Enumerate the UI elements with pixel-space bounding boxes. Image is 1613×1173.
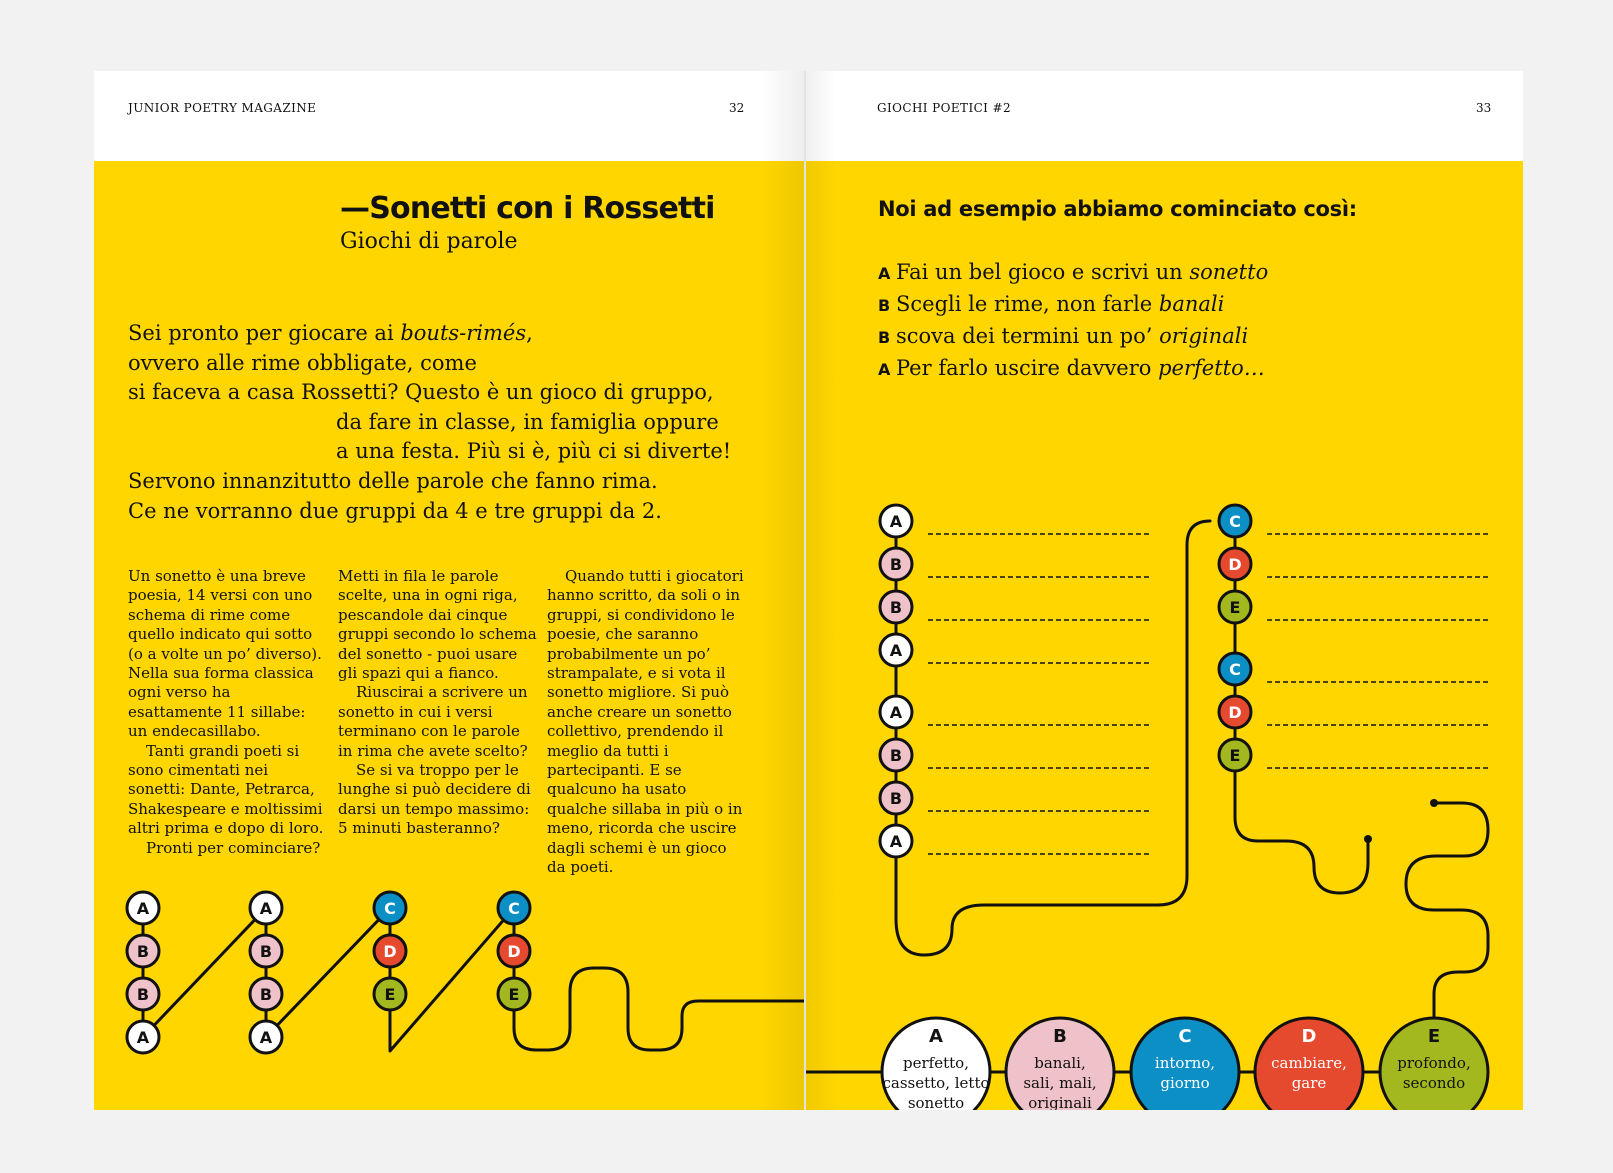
scheme-link	[266, 908, 390, 1037]
rhyme-node-letter: E	[508, 985, 520, 1004]
example-line: A Per farlo uscire davvero perfetto…	[878, 356, 1265, 380]
rhyme-node-letter: D	[383, 942, 397, 961]
rhyme-node-letter: B	[889, 555, 903, 574]
rhyme-node-letter: A	[259, 1028, 273, 1047]
rhyme-group-letter: A	[929, 1026, 943, 1047]
rhyme-node-letter: A	[889, 703, 903, 722]
rhyme-node-a	[880, 825, 912, 857]
rhyme-node-letter: A	[136, 899, 150, 918]
rhyme-node-a	[880, 505, 912, 537]
body-paragraph: Riuscirai a scrivere un sonetto in cui i versi terminano con le parole in rima che avete scelto?	[338, 683, 528, 760]
rhyme-group-words: cassetto, letto	[882, 1074, 990, 1092]
rhyme-node-d	[498, 935, 530, 967]
running-head-right: GIOCHI POETICI #2	[877, 101, 1012, 115]
rhyme-node-b	[127, 935, 159, 967]
rhyme-node-letter: B	[889, 789, 903, 808]
example-heading: Noi ad esempio abbiamo cominciato così:	[878, 197, 1357, 221]
rhyme-group-a	[882, 1018, 990, 1110]
rhyme-group-letter: B	[1053, 1026, 1067, 1047]
rhyme-node-a	[127, 892, 159, 924]
rhyme-group-letter: D	[1301, 1026, 1317, 1047]
rhyme-node-c	[498, 892, 530, 924]
lead-line: da fare in classe, in famiglia oppure	[336, 409, 719, 434]
rhyme-node-b	[127, 978, 159, 1010]
rhyme-node-letter: C	[1229, 660, 1241, 679]
rhyme-node-d	[374, 935, 406, 967]
rhyme-group-letter: E	[1427, 1026, 1441, 1047]
lead-line: a una festa. Più si è, più ci si diverte!	[336, 439, 732, 464]
rhyme-node-letter: B	[889, 746, 903, 765]
lead-line: si faceva a casa Rossetti? Questo è un gioco di gruppo,	[128, 380, 714, 405]
page-number-right: 33	[1476, 101, 1492, 115]
rhyme-node-letter: D	[1228, 555, 1242, 574]
rhyme-node-letter: A	[889, 641, 903, 660]
rhyme-group-words: giorno	[1160, 1074, 1210, 1092]
rhyme-group-words: originali	[1028, 1094, 1092, 1112]
rhyme-node-letter: A	[259, 899, 273, 918]
body-paragraph: Tanti grandi poeti si sono cimentati nei sonetti: Dante, Petrarca, Shakespeare e moltissimi altri prima e dopo di loro.	[128, 741, 324, 838]
sonnet-writing-diagram	[806, 71, 1523, 1110]
lead-line: Sei pronto per giocare ai bouts-rimés,	[128, 321, 533, 345]
rhyme-node-a	[250, 892, 282, 924]
lead-line: Ce ne vorranno due gruppi da 4 e tre gruppi da 2.	[128, 498, 662, 523]
article-title: —Sonetti con i Rossetti	[340, 191, 715, 226]
rhyme-group-d	[1255, 1018, 1363, 1110]
scheme-link	[390, 908, 514, 1051]
rhyme-group-words: profondo,	[1397, 1054, 1471, 1072]
rhyme-node-letter: C	[508, 899, 520, 918]
rhyme-node-a	[127, 1021, 159, 1053]
rhyme-node-e	[374, 978, 406, 1010]
rhyme-node-letter: E	[1229, 598, 1241, 617]
rhyme-node-a	[880, 696, 912, 728]
line-end-dot	[1364, 835, 1372, 843]
rhyme-node-e	[498, 978, 530, 1010]
body-paragraph: Se si va troppo per le lunghe si può decidere di darsi un tempo massimo: 5 minuti basteranno?	[338, 761, 531, 838]
rhyme-node-letter: B	[259, 985, 273, 1004]
example-line: A Fai un bel gioco e scrivi un sonetto	[878, 260, 1269, 284]
right-page	[806, 71, 1523, 1110]
rhyme-node-b	[880, 739, 912, 771]
rhyme-group-e	[1380, 1018, 1488, 1110]
left-page	[94, 71, 804, 1110]
lead-line: Servono innanzitutto delle parole che fanno rima.	[128, 468, 658, 493]
rhyme-node-letter: A	[889, 512, 903, 531]
scheme-wave	[514, 968, 804, 1050]
example-line: B scova dei termini un po’ originali	[878, 324, 1249, 348]
rhyme-node-c	[374, 892, 406, 924]
rhyme-node-letter: A	[889, 832, 903, 851]
body-paragraph: Quando tutti i giocatori hanno scritto, da soli o in gruppi, si condividono le poesie, che saranno probabilmente un po’ strampalate, e si vota il sonetto migliore. Si può anche creare un sonetto collettivo, prendendo il meglio da tutti i partecipanti. E se qualcuno ha usato qualche sillaba in più o in meno, ricorda che uscire dagli schemi è un gioco da poeti.	[547, 567, 744, 877]
rhyme-node-b	[880, 591, 912, 623]
decorative-curl	[1406, 803, 1488, 1018]
rhyme-node-letter: B	[136, 942, 150, 961]
rhyme-node-letter: D	[1228, 703, 1242, 722]
lead-line: ovvero alle rime obbligate, come	[128, 350, 477, 375]
body-paragraph: Metti in fila le parole scelte, una in ogni riga, pescandole dai cinque gruppi secondo lo schema del sonetto - puoi usare gli spazi qui a fianco.	[338, 567, 537, 683]
connector-line	[896, 521, 1210, 955]
rhyme-node-letter: A	[136, 1028, 150, 1047]
rhyme-group-words: secondo	[1402, 1074, 1466, 1092]
rhyme-node-b	[250, 978, 282, 1010]
rhyme-node-d	[1219, 548, 1251, 580]
rhyme-group-b	[1006, 1018, 1114, 1110]
rhyme-node-letter: B	[136, 985, 150, 1004]
page-number-left: 32	[729, 101, 745, 115]
rhyme-node-c	[1219, 653, 1251, 685]
rhyme-group-words: cambiare,	[1271, 1054, 1347, 1072]
rhyme-node-d	[1219, 696, 1251, 728]
rhyme-group-c	[1131, 1018, 1239, 1110]
body-paragraph: Pronti per cominciare?	[146, 838, 321, 857]
scheme-link	[143, 908, 266, 1037]
rhyme-node-e	[1219, 739, 1251, 771]
body-paragraph: Un sonetto è una breve poesia, 14 versi con uno schema di rime come quello indicato qui sotto (o a volte un po’ diverso). Nella sua forma classica ogni verso ha esattamente 11 sillabe: un endecasillabo.	[128, 567, 322, 741]
rhyme-scheme-diagram-left	[94, 71, 804, 1110]
rhyme-node-letter: E	[1229, 746, 1241, 765]
rhyme-node-a	[250, 1021, 282, 1053]
rhyme-node-letter: C	[384, 899, 396, 918]
rhyme-group-words: intorno,	[1154, 1054, 1216, 1072]
rhyme-group-words: sali, mali,	[1023, 1074, 1097, 1092]
rhyme-node-letter: E	[384, 985, 396, 1004]
rhyme-group-letter: C	[1178, 1026, 1192, 1047]
rhyme-group-words: gare	[1291, 1074, 1327, 1092]
rhyme-node-letter: D	[507, 942, 521, 961]
rhyme-node-b	[880, 548, 912, 580]
rhyme-node-c	[1219, 505, 1251, 537]
rhyme-group-words: sonetto	[907, 1094, 965, 1112]
rhyme-node-b	[880, 782, 912, 814]
rhyme-node-e	[1219, 591, 1251, 623]
running-head-left: JUNIOR POETRY MAGAZINE	[128, 101, 317, 115]
rhyme-node-letter: B	[259, 942, 273, 961]
rhyme-group-words: banali,	[1034, 1054, 1086, 1072]
rhyme-node-letter: B	[889, 598, 903, 617]
rhyme-node-b	[250, 935, 282, 967]
rhyme-node-letter: C	[1229, 512, 1241, 531]
rhyme-group-words: perfetto,	[903, 1054, 969, 1072]
example-line: B Scegli le rime, non farle banali	[878, 292, 1225, 316]
rhyme-node-a	[880, 634, 912, 666]
article-subtitle: Giochi di parole	[340, 229, 518, 254]
line-end-dot	[1430, 799, 1438, 807]
